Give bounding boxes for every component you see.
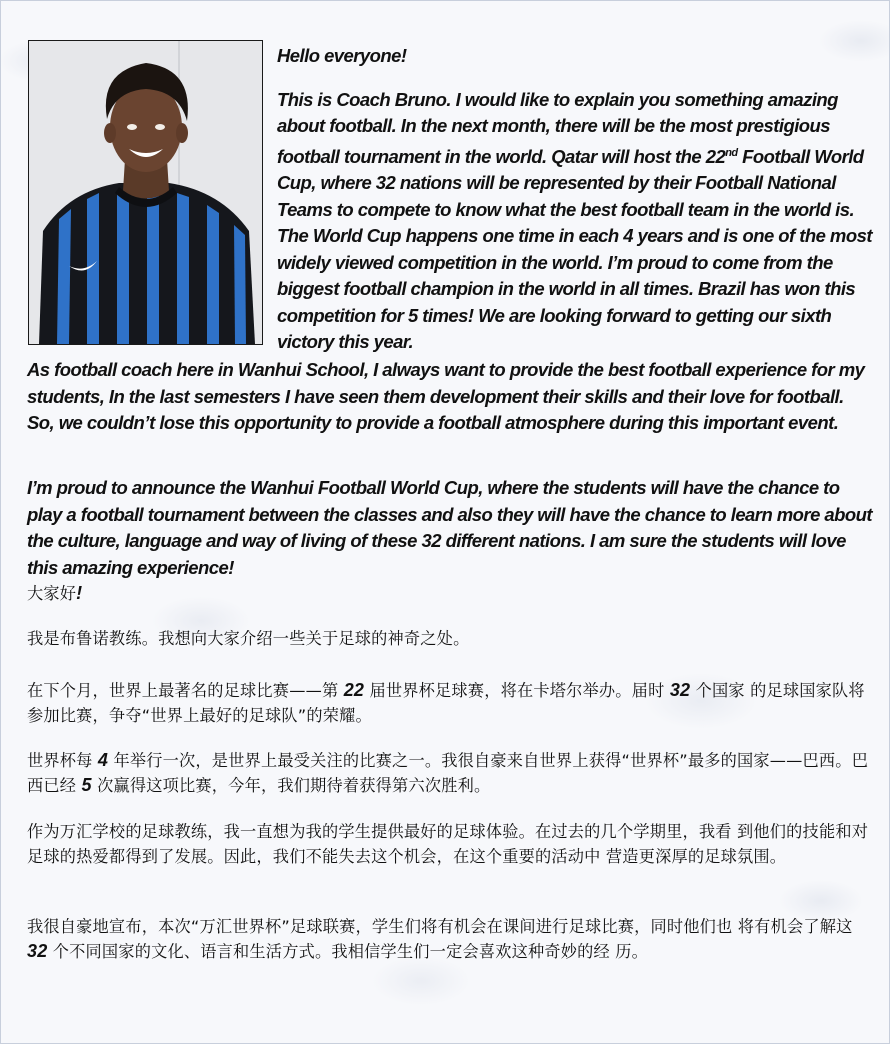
chinese-p3-number-4: 4 [97,750,109,770]
chinese-p2-part-c: 个国家 的足球国家队将参加比赛，争夺“世界上最好的足球队”的荣耀。 [27,681,865,725]
chinese-paragraph-3 [27,748,873,798]
intro-text: This is Coach Bruno. I would like to explain you something amazing about football. In the next month, there will be the most prestigious football tournament in the world. Qatar will host the 22 [277,88,838,167]
intro-ordinal-suffix: nd [725,146,738,159]
chinese-p5-part-a: 我很自豪地宣布，本次“万汇世界杯”足球联赛，学生们将有机会在课间进行足球比赛，同时他们也 将有机会了解这 [27,917,853,936]
intro-paragraph [277,87,873,356]
chinese-p5-part-b: 个不同国家的文化、语言和生活方式。我相信学生们一定会喜欢这种奇妙的经 历。 [47,942,649,961]
english-intro-block [277,43,873,356]
chinese-p3-part-a: 世界杯每 [27,751,98,770]
chinese-p1-block [27,626,873,651]
chinese-greeting-block [27,581,873,606]
chinese-p2-block [27,678,873,728]
chinese-greeting-mark: ! [76,583,83,603]
chinese-p2-number-32: 32 [669,680,691,700]
announce-paragraph: I’m proud to announce the Wanhui Football World Cup, where the students will have the chance to play a football tournament between the classes and also they will have the chance to learn more about the culture, language and way of living of these 32 different nations. I am sure the students will love this amazing experience! [27,477,873,578]
chinese-greeting-text: 大家好 [27,584,77,603]
intro-text-rest: Football World Cup, where 32 nations will be represented by their Football National Teams to compete to know what the best football team in the world is. The World Cup happens one time in each 4 years and is one of the most widely viewed competition in the world. I’m proud to come from the biggest football champion in the world in all times. Brazil has won this competition for 5 times! We are looking forward to getting our sixth victory this year. [277,145,872,353]
chinese-p2-number-22: 22 [343,680,365,700]
chinese-p3-part-b: 年举行一次，是世界上最受关注的比赛之一。我很自豪来自世界上获得“世界杯”最多的国家——巴西。巴西已经 [27,751,869,795]
chinese-p3-block [27,748,873,798]
coach-portrait-illustration [29,41,262,344]
chinese-p5-block [27,914,873,964]
chinese-p2-part-b: 届世界杯足球赛，将在卡塔尔举办。届时 [364,681,670,700]
chinese-p5-number-32: 32 [27,941,48,961]
greeting-heading: Hello everyone! [277,45,407,66]
chinese-p3-part-c: 次赢得这项比赛，今年，我们期待着获得第六次胜利。 [91,776,491,795]
chinese-paragraph-4: 作为万汇学校的足球教练，我一直想为我的学生提供最好的足球体验。在过去的几个学期里，我看 到他们的技能和对足球的热爱都得到了发展。因此，我们不能失去这个机会，在这个重要的活动中 营造更深厚的足球氛围。 [27,822,869,866]
english-announce-block [27,475,873,581]
chinese-greeting [27,581,873,606]
english-coach-block [27,357,873,437]
chinese-p3-number-5: 5 [81,775,92,795]
chinese-paragraph-5 [27,914,873,964]
coach-paragraph: As football coach here in Wanhui School, I always want to provide the best football experience for my students, In the last semesters I have seen them development their skills and their love for football. So, we couldn’t lose this opportunity to provide a football atmosphere during this important event. [27,359,865,433]
chinese-paragraph-2 [27,678,873,728]
chinese-paragraph-1: 我是布鲁诺教练。我想向大家介绍一些关于足球的神奇之处。 [27,629,470,648]
chinese-p2-part-a: 在下个月，世界上最著名的足球比赛——第 [27,681,344,700]
chinese-p4-block [27,819,873,869]
coach-photo [28,40,263,345]
